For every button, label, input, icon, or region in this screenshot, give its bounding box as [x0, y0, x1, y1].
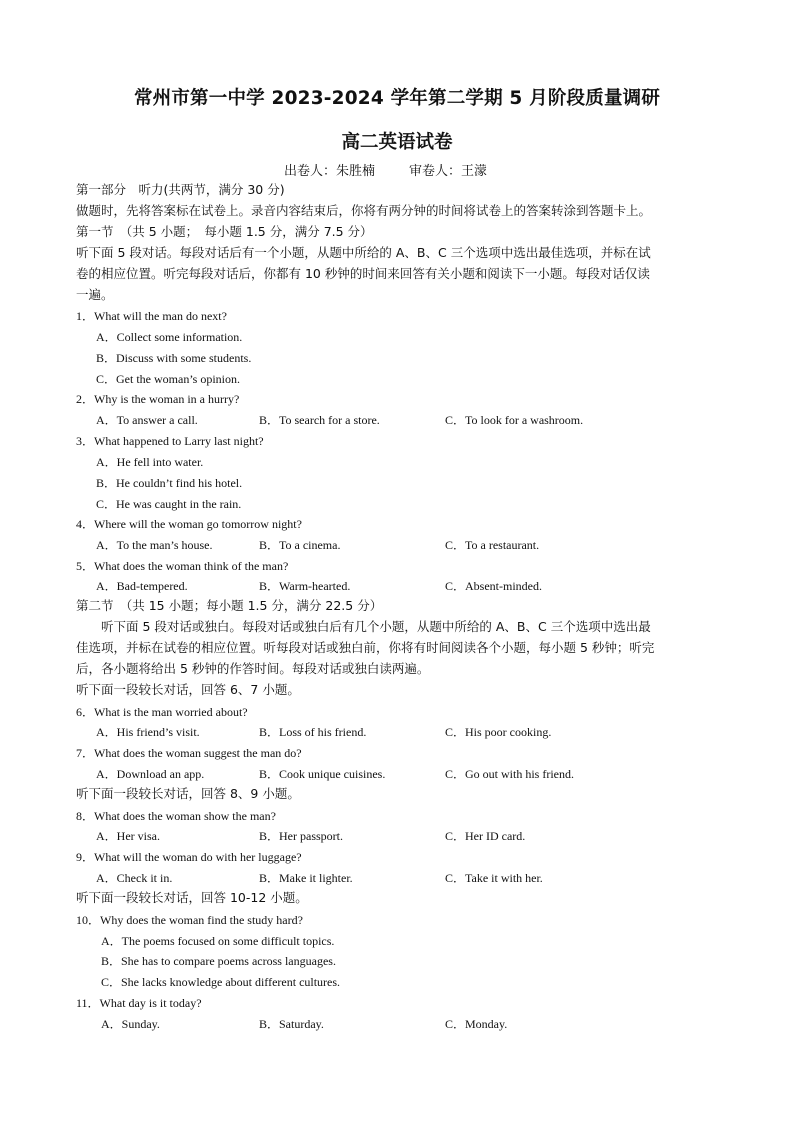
q6-option-c: C．His poor cooking. — [445, 725, 552, 739]
q3-option-b: B．He couldn’t find his hotel. — [96, 476, 243, 490]
q9-option-a: A．Check it in. — [96, 871, 173, 885]
exam-title: 常州市第一中学 2023-2024 学年第二学期 5 月阶段质量调研 — [133, 88, 661, 109]
q1-option-c: C．Get the woman’s opinion. — [96, 372, 240, 386]
part1-intro: 做题时，先将答案标在试卷上。录音内容结束后，你将有两分钟的时间将试卷上的答案转涂到答题卡上。 — [76, 203, 652, 218]
section2-instructions-1: 听下面 5 段对话或独白。每段对话或独白后有几个小题，从题中所给的 A、B、C 三个选项中选出最 — [76, 619, 651, 634]
question-10: 10．Why does the woman find the study hard? — [76, 913, 303, 927]
q11-option-a: A．Sunday. — [101, 1017, 160, 1031]
q4-option-c: C．To a restaurant. — [445, 538, 540, 552]
question-2: 2．Why is the woman in a hurry? — [76, 392, 240, 406]
q2-option-c: C．To look for a washroom. — [445, 413, 584, 427]
dialogue-10-12-instruction: 听下面一段较长对话，回答 10-12 小题。 — [76, 890, 308, 905]
question-4: 4．Where will the woman go tomorrow night? — [76, 517, 302, 531]
q5-option-b: B．Warm-hearted. — [259, 579, 351, 593]
q4-option-a: A．To the man’s house. — [96, 538, 213, 552]
reviewer: 审卷人：王濛 — [409, 164, 488, 179]
section2-instructions-3: 后，各小题将给出 5 秒钟的作答时间。每段对话或独白读两遍。 — [76, 661, 430, 676]
question-11: 11．What day is it today? — [76, 996, 202, 1010]
section1-heading: 第一节 （共 5 小题； 每小题 1.5 分，满分 7.5 分） — [76, 224, 373, 239]
author-line — [284, 160, 487, 179]
q10-option-c: C．She lacks knowledge about different cultures. — [101, 975, 341, 989]
q7-option-c: C．Go out with his friend. — [445, 767, 574, 781]
question-3: 3．What happened to Larry last night? — [76, 434, 264, 448]
q7-option-a: A．Download an app. — [96, 767, 205, 781]
question-5: 5．What does the woman think of the man? — [76, 559, 289, 573]
question-9: 9．What will the woman do with her luggage? — [76, 850, 302, 864]
section1-instructions-1: 听下面 5 段对话。每段对话后有一个小题，从题中所给的 A、B、C 三个选项中选出最佳选项，并标在试 — [76, 245, 651, 260]
q9-option-c: C．Take it with her. — [445, 871, 543, 885]
q2-option-a: A．To answer a call. — [96, 413, 198, 427]
q5-option-a: A．Bad-tempered. — [96, 579, 188, 593]
q8-option-a: A．Her visa. — [96, 829, 160, 843]
q3-option-a: A．He fell into water. — [96, 455, 204, 469]
q1-option-a: A．Collect some information. — [96, 330, 243, 344]
q8-option-b: B．Her passport. — [259, 829, 343, 843]
question-8: 8．What does the woman show the man? — [76, 809, 276, 823]
q1-option-b: B．Discuss with some students. — [96, 351, 252, 365]
q6-option-b: B．Loss of his friend. — [259, 725, 367, 739]
part1-heading: 第一部分 听力(共两节，满分 30 分) — [76, 182, 285, 197]
q2-option-b: B．To search for a store. — [259, 413, 380, 427]
q9-option-b: B．Make it lighter. — [259, 871, 353, 885]
q10-option-a: A．The poems focused on some difficult topics. — [101, 934, 335, 948]
exam-subtitle: 高二英语试卷 — [341, 132, 453, 153]
setter: 出卷人：朱胜楠 — [284, 164, 376, 179]
q6-option-a: A．His friend’s visit. — [96, 725, 200, 739]
section1-instructions-3: 一遍。 — [76, 287, 114, 302]
section2-heading: 第二节 （共 15 小题；每小题 1.5 分，满分 22.5 分） — [76, 598, 383, 613]
dialogue-8-9-instruction: 听下面一段较长对话，回答 8、9 小题。 — [76, 786, 300, 801]
question-7: 7．What does the woman suggest the man do? — [76, 746, 302, 760]
dialogue-6-7-instruction: 听下面一段较长对话，回答 6、7 小题。 — [76, 682, 300, 697]
question-1: 1．What will the man do next? — [76, 309, 227, 323]
q7-option-b: B．Cook unique cuisines. — [259, 767, 386, 781]
q3-option-c: C．He was caught in the rain. — [96, 497, 242, 511]
question-6: 6．What is the man worried about? — [76, 705, 248, 719]
q8-option-c: C．Her ID card. — [445, 829, 526, 843]
section2-instructions-2: 佳选项，并标在试卷的相应位置。听每段对话或独白前，你将有时间阅读各个小题，每小题 5 秒钟；听完 — [76, 640, 655, 655]
q11-option-c: C．Monday. — [445, 1017, 508, 1031]
q11-option-b: B．Saturday. — [259, 1017, 324, 1031]
q5-option-c: C．Absent-minded. — [445, 579, 542, 593]
section1-instructions-2: 卷的相应位置。听完每段对话后，你都有 10 秒钟的时间来回答有关小题和阅读下一小题。每段对话仅读 — [76, 266, 650, 281]
q10-option-b: B．She has to compare poems across languages. — [101, 954, 336, 968]
q4-option-b: B．To a cinema. — [259, 538, 341, 552]
